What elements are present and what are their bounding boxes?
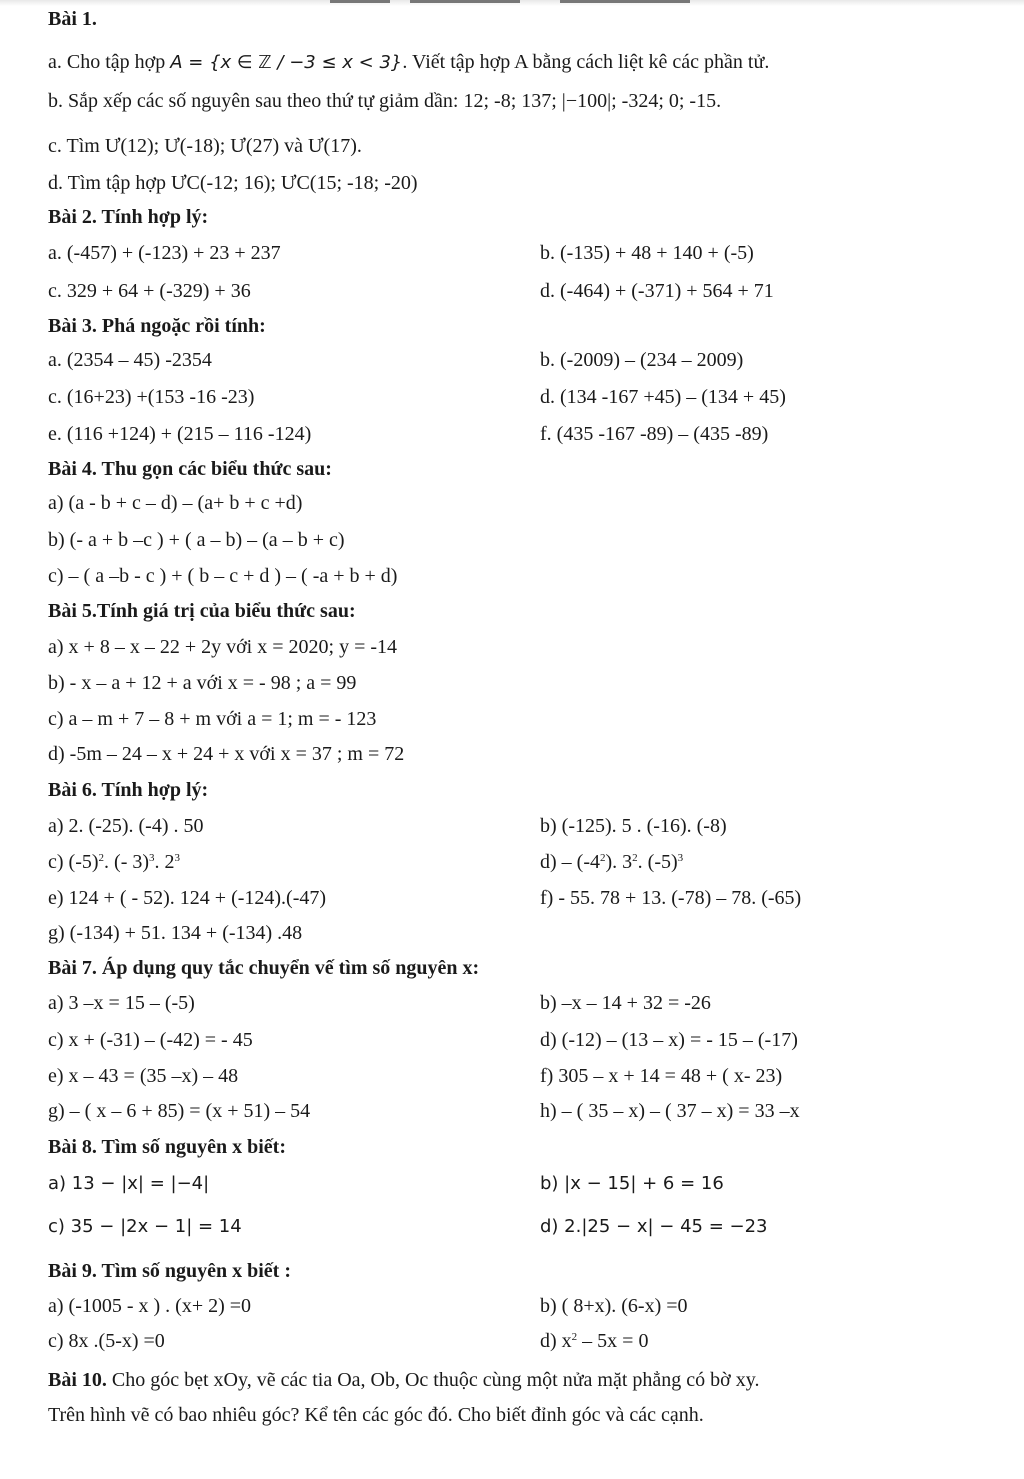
bai6-a: a) 2. (-25). (-4) . 50 bbox=[48, 815, 204, 837]
bai7-h: h) – ( 35 – x) – ( 37 – x) = 33 –x bbox=[540, 1100, 800, 1122]
bai4-c: c) – ( a –b - c ) + ( b – c + d ) – ( -a + b + d) bbox=[48, 565, 398, 587]
bai7-c: c) x + (-31) – (-42) = - 45 bbox=[48, 1029, 253, 1051]
bai2-title: Bài 2. Tính hợp lý: bbox=[48, 206, 209, 228]
bai2-a: a. (-457) + (-123) + 23 + 237 bbox=[48, 242, 281, 264]
bai3-d: d. (134 -167 +45) – (134 + 45) bbox=[540, 386, 786, 408]
bai4-b: b) (- a + b –c ) + ( a – b) – (a – b + c) bbox=[48, 529, 345, 551]
bai5-a: a) x + 8 – x – 22 + 2y với x = 2020; y = -14 bbox=[48, 636, 398, 658]
bai2-b: b. (-135) + 48 + 140 + (-5) bbox=[540, 242, 754, 264]
bai7-a: a) 3 –x = 15 – (-5) bbox=[48, 992, 195, 1014]
bai7-e: e) x – 43 = (35 –x) – 48 bbox=[48, 1065, 239, 1087]
bai8-a: a) 13 − |x| = |−4| bbox=[48, 1173, 210, 1194]
bai9-b: b) ( 8+x). (6-x) =0 bbox=[540, 1295, 688, 1317]
bai7-d: d) (-12) – (13 – x) = - 15 – (-17) bbox=[540, 1029, 798, 1051]
bai4-title: Bài 4. Thu gọn các biểu thức sau: bbox=[48, 458, 332, 480]
bai5-c: c) a – m + 7 – 8 + m với a = 1; m = - 123 bbox=[48, 708, 377, 730]
bai1-a-rest: . Viết tập hợp A bằng cách liệt kê các phần tử. bbox=[402, 51, 770, 73]
bai1-c: c. Tìm Ư(12); Ư(-18); Ư(27) và Ư(17). bbox=[48, 135, 362, 157]
bai6-f: f) - 55. 78 + 13. (-78) – 78. (-65) bbox=[540, 887, 802, 909]
bai1-title: Bài 1. bbox=[48, 8, 97, 30]
bai7-title: Bài 7. Áp dụng quy tắc chuyển vế tìm số nguyên x: bbox=[48, 957, 480, 979]
bai7-b: b) –x – 14 + 32 = -26 bbox=[540, 992, 711, 1014]
bai1-b: b. Sắp xếp các số nguyên sau theo thứ tự giảm dần: 12; -8; 137; |−100|; -324; 0; -15. bbox=[48, 90, 722, 112]
bai6-title: Bài 6. Tính hợp lý: bbox=[48, 779, 209, 801]
bai9-title: Bài 9. Tìm số nguyên x biết : bbox=[48, 1260, 291, 1282]
bai3-title: Bài 3. Phá ngoặc rồi tính: bbox=[48, 315, 266, 337]
bai1-a-intro: a. Cho tập hợp bbox=[48, 51, 166, 73]
bai8-d: d) 2.|25 − x| − 45 = −23 bbox=[540, 1216, 768, 1237]
bai9-d: d) $x^2 - 5x = 0$ bbox=[540, 1330, 649, 1352]
bai6-d: $d) - (-4^2)$. $3^2$. $(-5)^3$ bbox=[540, 851, 684, 873]
bai9-c: c) 8x .(5-x) =0 bbox=[48, 1330, 165, 1352]
bai3-b: b. (-2009) – (234 – 2009) bbox=[540, 349, 744, 371]
bai8-c: c) 35 − |2x − 1| = 14 bbox=[48, 1216, 242, 1237]
bai6-g: g) (-134) + 51. 134 + (-134) .48 bbox=[48, 922, 303, 944]
bai3-c: c. (16+23) +(153 -16 -23) bbox=[48, 386, 255, 408]
bai10-line2: Trên hình vẽ có bao nhiêu góc? Kể tên các góc đó. Cho biết đỉnh góc và các cạnh. bbox=[48, 1404, 704, 1426]
bai2-c: c. 329 + 64 + (-329) + 36 bbox=[48, 280, 251, 302]
bai7-g: g) – ( x – 6 + 85) = (x + 51) – 54 bbox=[48, 1100, 311, 1122]
bai3-a: a. (2354 – 45) -2354 bbox=[48, 349, 212, 371]
bai9-a: a) (-1005 - x ) . (x+ 2) =0 bbox=[48, 1295, 252, 1317]
bai10-title: Bài 10. bbox=[48, 1369, 107, 1391]
bai8-title: Bài 8. Tìm số nguyên x biết: bbox=[48, 1136, 286, 1158]
bai6-b: b) (-125). 5 . (-16). (-8) bbox=[540, 815, 727, 837]
bai3-e: e. (116 +124) + (215 – 116 -124) bbox=[48, 423, 312, 445]
cropped-text-fragment bbox=[410, 0, 520, 3]
bai4-a: a) (a - b + c – d) – (a+ b + c +d) bbox=[48, 492, 303, 514]
bai2-d: d. (-464) + (-371) + 564 + 71 bbox=[540, 280, 774, 302]
bai5-b: b) - x – a + 12 + a với x = - 98 ; a = 99 bbox=[48, 672, 357, 694]
bai7-f: f) 305 – x + 14 = 48 + ( x- 23) bbox=[540, 1065, 783, 1087]
bai1-a-set: A = {x ∈ ℤ / −3 ≤ x < 3} bbox=[170, 52, 403, 73]
bai5-title: Bài 5.Tính giá trị của biểu thức sau: bbox=[48, 600, 356, 622]
top-cropped-edge bbox=[0, 0, 1024, 6]
cropped-text-fragment bbox=[330, 0, 390, 3]
bai5-d: d) -5m – 24 – x + 24 + x với x = 37 ; m = 72 bbox=[48, 743, 405, 765]
bai3-f: f. (435 -167 -89) – (435 -89) bbox=[540, 423, 769, 445]
bai6-e: e) 124 + ( - 52). 124 + (-124).(-47) bbox=[48, 887, 327, 909]
bai10-line1: Bài 10. Cho góc bẹt xOy, vẽ các tia Oa, Ob, Oc thuộc cùng một nửa mặt phẳng có bờ xy. bbox=[48, 1369, 760, 1391]
bai1-d: d. Tìm tập hợp ƯC(-12; 16); ƯC(15; -18; -20) bbox=[48, 172, 418, 194]
cropped-text-fragment bbox=[560, 0, 690, 3]
bai1-a bbox=[48, 49, 769, 76]
bai8-b: b) |x − 15| + 6 = 16 bbox=[540, 1173, 724, 1194]
bai6-c: c) $(-5)^2$. (- 3)$^3$. $2^3$ bbox=[48, 851, 181, 873]
